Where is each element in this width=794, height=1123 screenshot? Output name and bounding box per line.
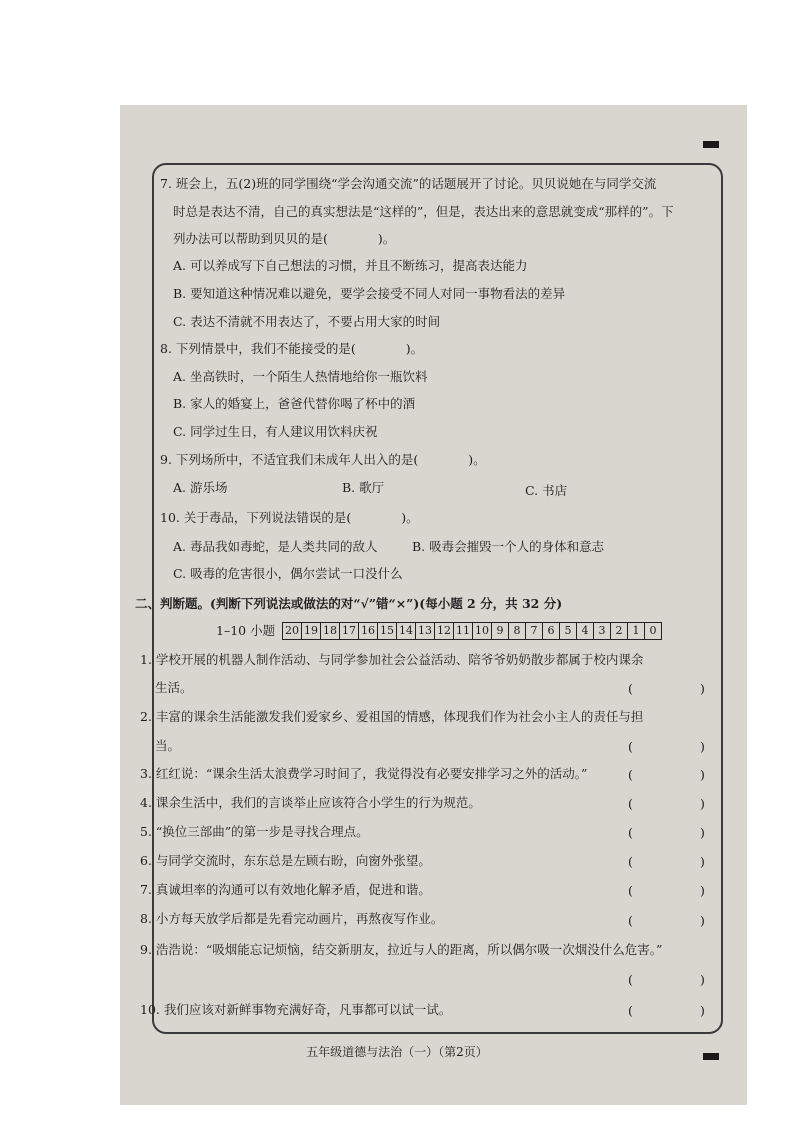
q9-option-b: B. 歌厅 [342, 480, 385, 495]
judge-8: 8. 小方每天放学后都是先看完动画片，再熬夜写作业。 [140, 911, 444, 926]
q10-option-a: A. 毒品我如毒蛇，是人类共同的敌人 [173, 539, 378, 554]
score-cell: 1 [628, 623, 645, 639]
answer-blank-1[interactable] [628, 681, 705, 696]
answer-blank-10[interactable] [628, 1003, 705, 1018]
q9-option-a: A. 游乐场 [173, 480, 228, 495]
score-cell: 8 [509, 623, 526, 639]
answer-blank-5[interactable] [628, 825, 705, 840]
q9-stem: 9. 下列场所中，不适宜我们未成年人出入的是( )。 [160, 452, 486, 467]
paren-open: ( [628, 883, 633, 898]
paren-open: ( [628, 825, 633, 840]
paren-close: ) [700, 681, 705, 696]
paren-open: ( [628, 796, 633, 811]
paren-open: ( [628, 972, 633, 987]
score-cell: 0 [649, 624, 657, 637]
score-cell: 4 [577, 623, 594, 639]
q7-option-b: B. 要知道这种情况难以避免，要学会接受不同人对同一事物看法的差异 [173, 286, 566, 301]
q7-stem-line1: 7. 班会上，五(2)班的同学围绕“学会沟通交流”的话题展开了讨论。贝贝说她在与同学交流 [160, 176, 657, 191]
paren-close: ) [700, 1003, 705, 1018]
answer-blank-9[interactable] [628, 972, 705, 987]
answer-blank-3[interactable] [628, 767, 705, 782]
score-cell: 11 [454, 623, 473, 639]
score-cell: 3 [594, 623, 611, 639]
score-cell: 18 [321, 623, 340, 639]
score-cell: 19 [302, 623, 321, 639]
q8-option-b: B. 家人的婚宴上，爸爸代替你喝了杯中的酒 [173, 396, 416, 411]
judge-1-line2: 生活。 [155, 680, 193, 695]
score-cell: 20 [283, 623, 302, 639]
paren-open: ( [628, 681, 633, 696]
answer-blank-4[interactable] [628, 796, 705, 811]
score-cell: 15 [378, 623, 397, 639]
paren-open: ( [628, 913, 633, 928]
q10-stem: 10. 关于毒品，下列说法错误的是( )。 [160, 510, 419, 525]
answer-blank-8[interactable] [628, 913, 705, 928]
q8-option-c: C. 同学过生日，有人建议用饮料庆祝 [173, 424, 378, 439]
score-cell: 16 [359, 623, 378, 639]
score-cell: 9 [492, 623, 509, 639]
answer-blank-7[interactable] [628, 883, 705, 898]
paren-close: ) [700, 883, 705, 898]
judge-4: 4. 课余生活中，我们的言谈举止应该符合小学生的行为规范。 [140, 795, 481, 810]
judge-2-line2: 当。 [155, 738, 181, 753]
q7-stem-line3: 列办法可以帮助到贝贝的是( )。 [173, 231, 396, 246]
answer-blank-6[interactable] [628, 854, 705, 869]
score-cell: 7 [526, 623, 543, 639]
judge-5: 5. “换位三部曲”的第一步是寻找合理点。 [140, 824, 369, 839]
q10-option-b: B. 吸毒会摧毁一个人的身体和意志 [412, 539, 605, 554]
judge-10: 10. 我们应该对新鲜事物充满好奇，凡事都可以试一试。 [140, 1002, 452, 1017]
paren-open: ( [628, 767, 633, 782]
answer-blank-2[interactable] [628, 739, 705, 754]
section2-title: 二、判断题。(判断下列说法或做法的对“√”错“×”)(每小题 2 分，共 32 分) [135, 596, 563, 611]
score-cell: 14 [397, 623, 416, 639]
judge-7: 7. 真诚坦率的沟通可以有效地化解矛盾，促进和谐。 [140, 882, 431, 897]
score-cell: 2 [611, 623, 628, 639]
score-cell: 6 [543, 623, 560, 639]
paren-close: ) [700, 767, 705, 782]
judge-1-line1: 1. 学校开展的机器人制作活动、与同学参加社会公益活动、陪爷爷奶奶散步都属于校内课余 [140, 652, 644, 667]
score-cell: 5 [560, 623, 577, 639]
judge-6: 6. 与同学交流时，东东总是左顾右盼，向窗外张望。 [140, 853, 431, 868]
q7-option-a: A. 可以养成写下自己想法的习惯，并且不断练习，提高表达能力 [173, 258, 528, 273]
paren-close: ) [700, 972, 705, 987]
score-label: 1–10 小题 [216, 623, 276, 638]
judge-9: 9. 浩浩说：“吸烟能忘记烦恼，结交新朋友，拉近与人的距离，所以偶尔吸一次烟没什么危害。” [140, 942, 663, 957]
paren-close: ) [700, 739, 705, 754]
q7-stem-line2: 时总是表达不清，自己的真实想法是“这样的”，但是，表达出来的意思就变成“那样的”。下 [173, 204, 674, 219]
score-table [282, 622, 662, 640]
q10-option-c: C. 吸毒的危害很小，偶尔尝试一口没什么 [173, 566, 403, 581]
q7-option-c: C. 表达不清就不用表达了，不要占用大家的时间 [173, 314, 441, 329]
paren-open: ( [628, 1003, 633, 1018]
score-cell: 13 [416, 623, 435, 639]
judge-3: 3. 红红说：“课余生活太浪费学习时间了，我觉得没有必要安排学习之外的活动。” [140, 766, 588, 781]
paren-close: ) [700, 796, 705, 811]
q9-option-c: C. 书店 [525, 483, 568, 498]
paren-close: ) [700, 825, 705, 840]
score-cell: 17 [340, 623, 359, 639]
q8-stem: 8. 下列情景中，我们不能接受的是( )。 [160, 341, 424, 356]
q8-option-a: A. 坐高铁时，一个陌生人热情地给你一瓶饮料 [173, 369, 428, 384]
judge-2-line1: 2. 丰富的课余生活能激发我们爱家乡、爱祖国的情感，体现我们作为社会小主人的责任与担 [140, 709, 644, 724]
paren-close: ) [700, 913, 705, 928]
score-cell: 10 [473, 623, 492, 639]
page-footer: 五年级道德与法治（一）（第2页） [306, 1045, 488, 1059]
score-cell: 12 [435, 623, 454, 639]
paren-close: ) [700, 854, 705, 869]
paren-open: ( [628, 854, 633, 869]
registration-mark-top [703, 141, 719, 148]
paren-open: ( [628, 739, 633, 754]
